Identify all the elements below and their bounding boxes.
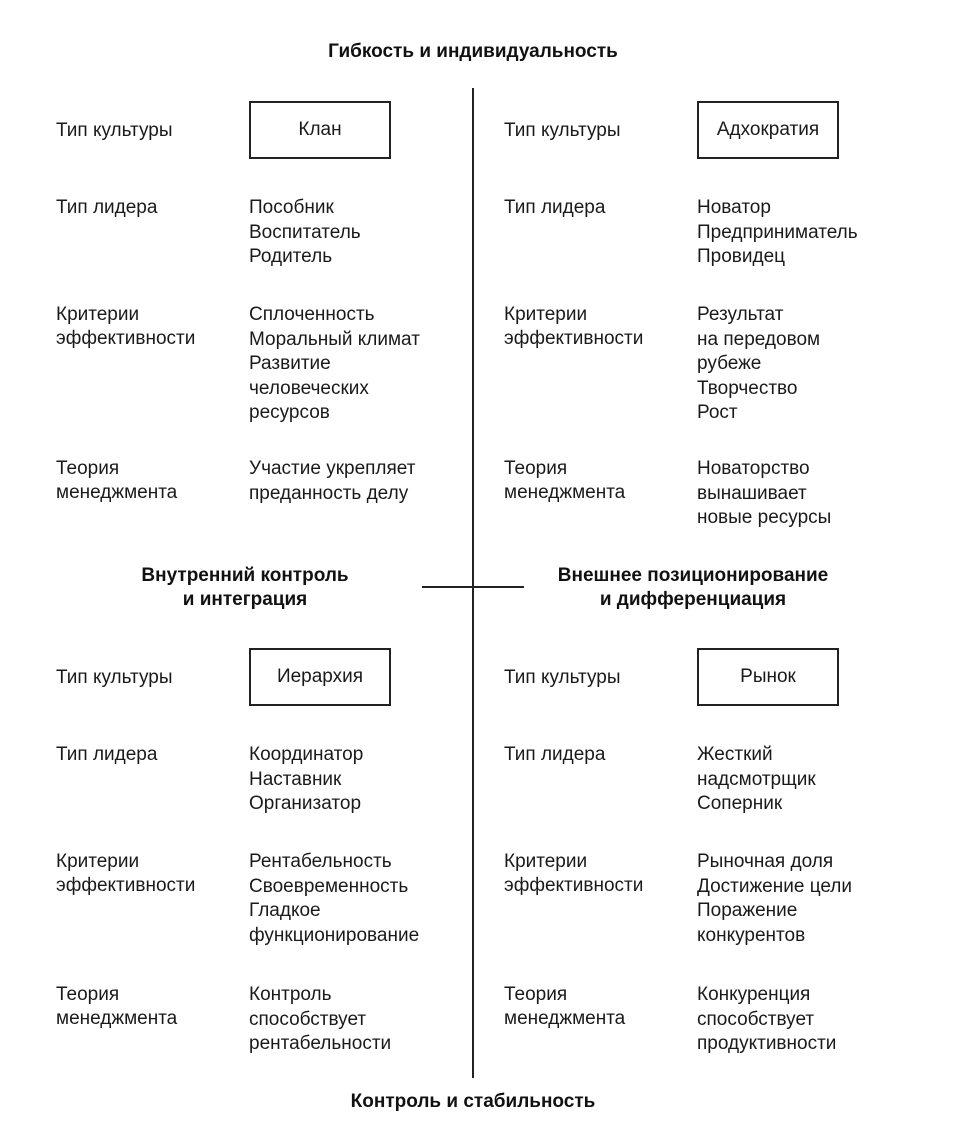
culture-type-label: Тип культуры [504,120,621,141]
list-item: Контроль [249,984,332,1005]
list-item: способствует [249,1008,367,1030]
list-item: Поражение [697,900,798,921]
label-line: Теория [504,984,568,1005]
culture-box-adhocracy: Адхократия [697,101,839,159]
market-leader-list [697,743,816,817]
market-theory-list [697,983,836,1057]
label-line: менеджмента [504,1008,626,1029]
label-line: эффективности [504,328,644,349]
label-line: эффективности [56,875,196,896]
theory-label [56,983,177,1031]
axis-bottom-label: Контроль и стабильность [350,1091,596,1112]
list-item: Соперник [697,793,783,814]
list-item: конкурентов [697,924,806,946]
criteria-label [56,850,195,898]
axis-right-line-1: Внешнее позиционирование [557,565,829,586]
list-item: Наставник [249,768,342,790]
adhocracy-criteria-list [697,303,820,426]
list-item: Родитель [249,246,333,267]
culture-type-label: Тип культуры [504,667,621,688]
criteria-label [504,303,643,351]
label-line: эффективности [56,328,196,349]
axis-right-label [528,564,858,612]
list-item: Творчество [697,377,798,399]
list-item: Гладкое [249,900,321,921]
axis-top-label: Гибкость и индивидуальность [328,41,618,62]
clan-leader-list [249,196,361,270]
list-item: преданность делу [249,482,409,504]
list-item: Конкуренция [697,984,811,1005]
hierarchy-theory-list [249,983,391,1057]
list-item: Рыночная доля [697,851,834,872]
criteria-label [56,303,195,351]
label-line: Критерии [56,304,140,325]
list-item: Координатор [249,744,364,765]
label-line: Критерии [504,851,588,872]
list-item: рентабельности [249,1033,392,1054]
list-item: Организатор [249,793,362,814]
list-item: Воспитатель [249,221,361,243]
list-item: ресурсов [249,402,330,423]
label-line: Теория [504,458,568,479]
hierarchy-criteria-list [249,850,419,948]
axis-left-line-2: и интеграция [182,589,308,610]
horizontal-axis-line [422,586,524,588]
list-item: продуктивности [697,1033,837,1054]
list-item: способствует [697,1008,815,1030]
list-item: на передовом [697,328,821,350]
clan-theory-list [249,457,415,506]
theory-label [504,983,625,1031]
list-item: Моральный климат [249,328,420,350]
label-line: Теория [56,458,120,479]
list-item: Своевременность [249,875,409,897]
list-item: Рентабельность [249,851,392,872]
vertical-axis-line [472,88,474,1078]
list-item: вынашивает [697,482,807,504]
culture-type-label: Тип культуры [56,667,173,688]
label-line: эффективности [504,875,644,896]
list-item: Новатор [697,197,771,218]
label-line: менеджмента [56,1008,178,1029]
label-line: менеджмента [56,482,178,503]
culture-box-market: Рынок [697,648,839,706]
culture-type-label: Тип культуры [56,120,173,141]
list-item: Провидец [697,246,786,267]
list-item: рубеже [697,353,762,374]
list-item: функционирование [249,924,420,946]
list-item: Результат [697,304,784,325]
culture-box-hierarchy: Иерархия [249,648,391,706]
theory-label [504,457,625,505]
criteria-label [504,850,643,898]
list-item: Пособник [249,197,334,218]
leader-type-label: Тип лидера [504,197,606,218]
leader-type-label: Тип лидера [56,744,158,765]
list-item: Развитие [249,353,331,374]
list-item: Предприниматель [697,221,858,243]
list-item: надсмотрщик [697,768,816,790]
adhocracy-theory-list [697,457,831,531]
theory-label [56,457,177,505]
axis-left-label [100,564,390,612]
leader-type-label: Тип лидера [504,744,606,765]
hierarchy-leader-list [249,743,363,817]
culture-box-clan: Клан [249,101,391,159]
label-line: Критерии [56,851,140,872]
list-item: Рост [697,402,738,423]
adhocracy-leader-list [697,196,858,270]
axis-left-line-1: Внутренний контроль [141,565,349,586]
label-line: Критерии [504,304,588,325]
list-item: Сплоченность [249,304,375,325]
list-item: Участие укрепляет [249,458,416,479]
list-item: Достижение цели [697,875,852,897]
list-item: новые ресурсы [697,507,832,528]
label-line: менеджмента [504,482,626,503]
list-item: Новаторство [697,458,810,479]
market-criteria-list [697,850,852,948]
leader-type-label: Тип лидера [56,197,158,218]
axis-right-line-2: и дифференциация [599,589,787,610]
label-line: Теория [56,984,120,1005]
list-item: Жесткий [697,744,773,765]
clan-criteria-list [249,303,420,426]
list-item: человеческих [249,377,369,399]
